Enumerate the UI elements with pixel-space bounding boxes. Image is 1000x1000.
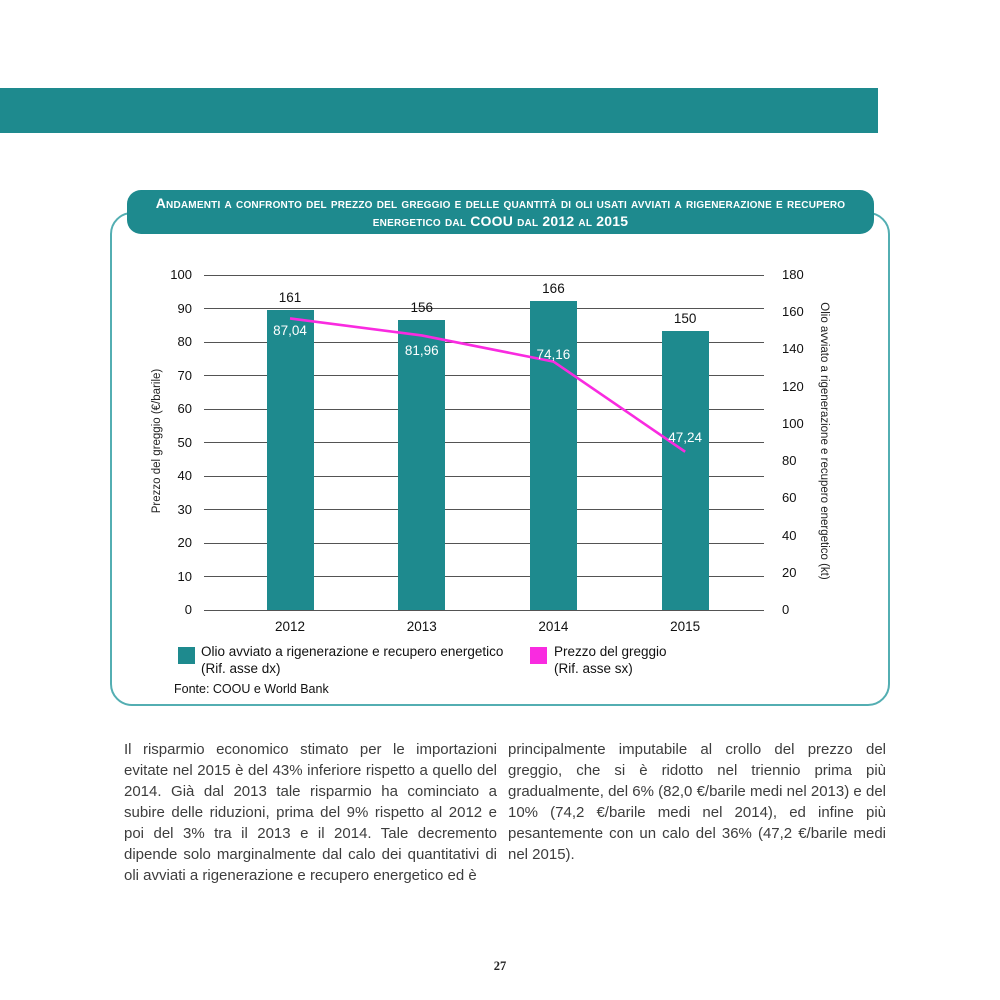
- right-axis-tick-0: 0: [782, 602, 790, 617]
- page-number: 27: [493, 959, 507, 973]
- left-axis-tick-30: 30: [177, 501, 192, 517]
- right-axis-tick-140: 140: [782, 341, 804, 357]
- left-axis-tick-0: 0: [184, 602, 192, 617]
- chart-source: Fonte: COOU e World Bank: [174, 682, 329, 696]
- left-axis-tick-80: 80: [177, 334, 192, 349]
- line-value-label-2014: 74,16: [536, 346, 571, 362]
- left-axis-tick-60: 60: [177, 401, 192, 416]
- left-axis-tick-20: 20: [177, 535, 192, 550]
- chart-legend: [112, 640, 892, 680]
- left-axis-tick-50: 50: [177, 434, 192, 450]
- bar-value-label-2015: 150: [673, 310, 697, 326]
- section-color-band: [0, 88, 878, 133]
- right-axis-tick-120: 120: [782, 378, 804, 394]
- right-axis-tick-100: 100: [782, 415, 804, 431]
- legend-label-price: [554, 643, 754, 677]
- line-value-label-2015: 47,24: [668, 429, 703, 445]
- x-axis-label-2014: 2014: [538, 619, 569, 634]
- chart-title-box: [127, 190, 874, 234]
- legend-label-oil-sub: (Rif. asse dx): [201, 661, 281, 676]
- legend-label-oil: [201, 643, 531, 677]
- chart-plot-area: [112, 214, 892, 708]
- body-text-right-column: principalmente imputabile al crollo del prezzo del greggio, che si è ridotto nel triennio prima più gradualmente, del 6% (82,0 €/barile medi nel 2013) e del 10% (74,2 €/barile medi nel 2014), ed infine più pesantemente con un calo del 36% (47,2 €/barile medi nel 2015).: [508, 741, 886, 863]
- line-value-label-2012: 87,04: [273, 323, 307, 339]
- legend-label-oil-text: Olio avviato a rigenerazione e recupero energetico: [201, 644, 504, 659]
- left-axis-tick-70: 70: [177, 367, 192, 383]
- bar-value-label-2013: 156: [410, 299, 433, 315]
- right-axis-tick-20: 20: [782, 564, 797, 580]
- right-axis-title: Olio avviato a rigenerazione e recupero energetico (kt): [818, 302, 830, 580]
- x-axis-label-2015: 2015: [670, 619, 701, 634]
- x-axis-label-2012: 2012: [274, 619, 306, 634]
- right-axis-tick-160: 160: [782, 304, 804, 320]
- chart-title: Andamenti a confronto del prezzo del greggio e delle quantità di oli usati avviati a rigenerazione e recupero energetico dal COOU dal 2012 al 2015: [155, 195, 846, 229]
- body-text-left-column: Il risparmio economico stimato per le importazioni evitate nel 2015 è del 43% inferiore rispetto a quello del 2014. Già dal 2013 tale risparmio ha cominciato a subire delle riduzioni, prima del 9% rispetto al 2012 e poi del 3% tra il 2013 e il 2014. Tale decremento dipende solo marginalmente dal calo dei quantitativi di oli avviati a rigenerazione e recupero energetico ed è: [124, 741, 497, 884]
- legend-swatch-price: [530, 647, 547, 664]
- left-axis-tick-10: 10: [177, 568, 192, 584]
- bar-value-label-2014: 166: [542, 281, 565, 297]
- legend-label-price-text: Prezzo del greggio: [554, 644, 667, 659]
- line-value-label-2013: 81,96: [404, 343, 439, 359]
- legend-swatch-oil: [178, 647, 195, 664]
- bar-value-label-2012: 161: [278, 290, 302, 306]
- chart-card: [110, 212, 890, 706]
- x-axis-label-2013: 2013: [406, 619, 437, 634]
- left-axis-tick-100: 100: [170, 267, 192, 282]
- legend-label-price-sub: (Rif. asse sx): [554, 661, 633, 676]
- right-axis-tick-180: 180: [782, 267, 804, 282]
- right-axis-tick-40: 40: [782, 527, 797, 543]
- left-axis-tick-40: 40: [177, 468, 192, 483]
- right-axis-tick-60: 60: [782, 490, 797, 506]
- right-axis-tick-80: 80: [782, 453, 797, 469]
- left-axis-tick-90: 90: [177, 300, 192, 316]
- left-axis-title: Prezzo del greggio (€/barile): [151, 368, 163, 514]
